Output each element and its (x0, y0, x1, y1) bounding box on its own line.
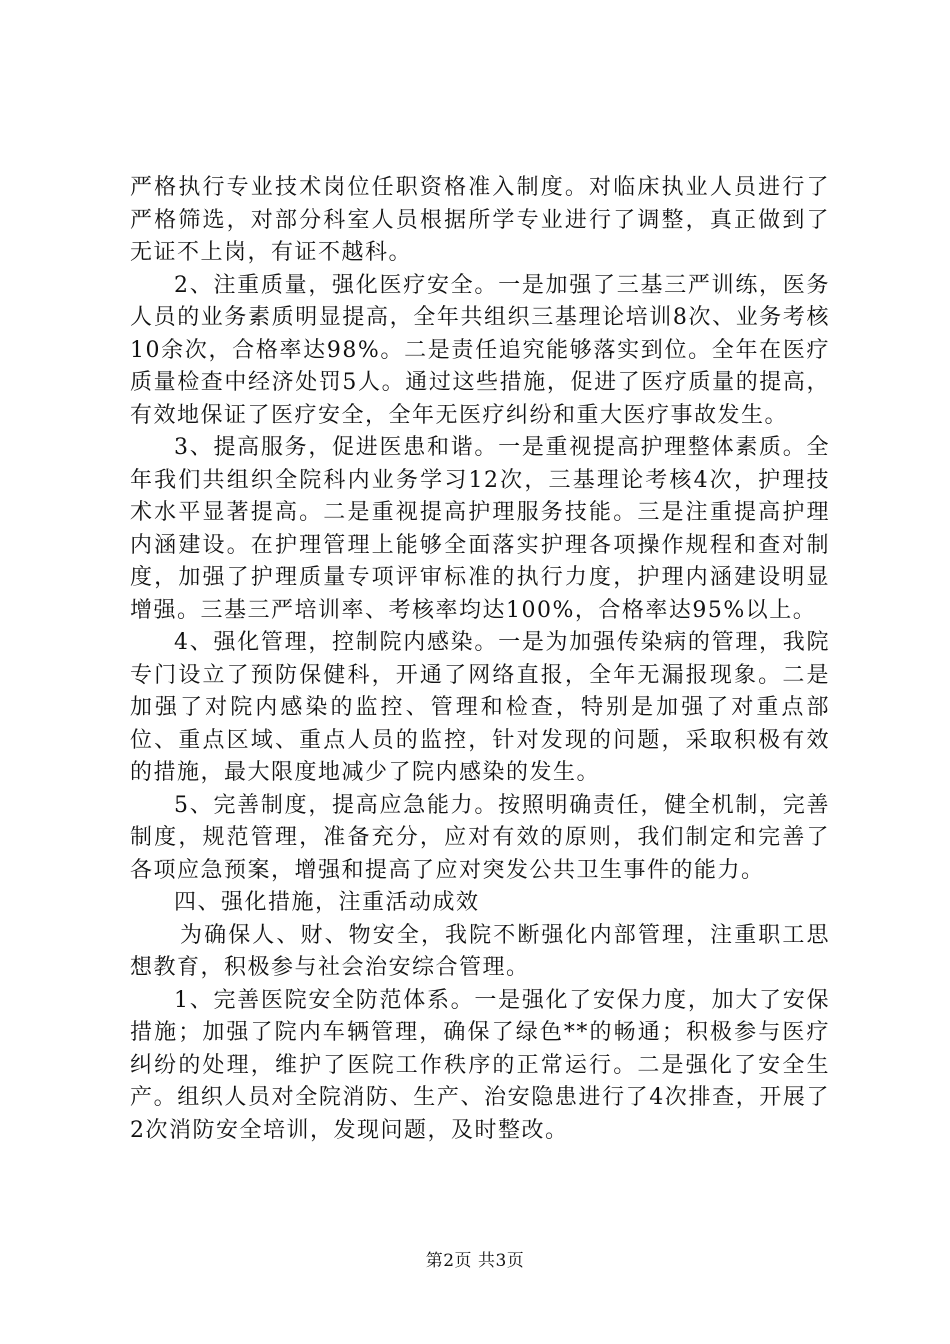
paragraph-infection-control: 4、强化管理，控制院内感染。一是为加强传染病的管理，我院专门设立了预防保健科，开通了网络直报，全年无漏报现象。二是加强了对院内感染的监控、管理和检查，特别是加强了对重点部位、重点区域、重点人员的监控，针对发现的问题，采取积极有效的措施，最大限度地减少了院内感染的发生。 (130, 630, 830, 785)
page-footer: 第2页 共3页 (425, 1251, 525, 1271)
paragraph-medical-quality: 2、注重质量，强化医疗安全。一是加强了三基三严训练，医务人员的业务素质明显提高，全年共组织三基理论培训8次、业务考核10余次，合格率达98%。二是责任追究能够落实到位。全年在医疗质量检查中经济处罚5人。通过这些措施，促进了医疗质量的提高，有效地保证了医疗安全，全年无医疗纠纷和重大医疗事故发生。 (130, 272, 830, 428)
paragraph-qualification: 严格执行专业技术岗位任职资格准入制度。对临床执业人员进行了严格筛选，对部分科室人员根据所学专业进行了调整，真正做到了无证不上岗，有证不越科。 (130, 175, 830, 265)
section-heading-four: 四、强化措施，注重活动成效 (174, 890, 480, 915)
paragraph-nursing-service: 3、提高服务，促进医患和谐。一是重视提高护理整体素质。全年我们共组织全院科内业务学习12次，三基理论考核4次，护理技术水平显著提高。二是重视提高护理服务技能。三是注重提高护理内涵建设。在护理管理上能够全面落实护理各项操作规程和查对制度，加强了护理质量专项评审标准的执行力度，护理内涵建设明显增强。三基三严培训率、考核率均达100%，合格率达95%以上。 (130, 435, 830, 623)
paragraph-emergency-capability: 5、完善制度，提高应急能力。按照明确责任，健全机制，完善制度，规范管理，准备充分，应对有效的原则，我们制定和完善了各项应急预案，增强和提高了应对突发公共卫生事件的能力。 (130, 792, 830, 883)
document-body (130, 172, 830, 1147)
paragraph-security-system: 1、完善医院安全防范体系。一是强化了安保力度，加大了安保措施；加强了院内车辆管理，确保了绿色**的畅通；积极参与医疗纠纷的处理，维护了医院工作秩序的正常运行。二是强化了安全生产。组织人员对全院消防、生产、治安隐患进行了4次排查，开展了2次消防安全培训，发现问题，及时整改。 (130, 987, 830, 1143)
paragraph-security-intro: 为确保人、财、物安全，我院不断强化内部管理，注重职工思想教育，积极参与社会治安综合管理。 (130, 922, 830, 980)
